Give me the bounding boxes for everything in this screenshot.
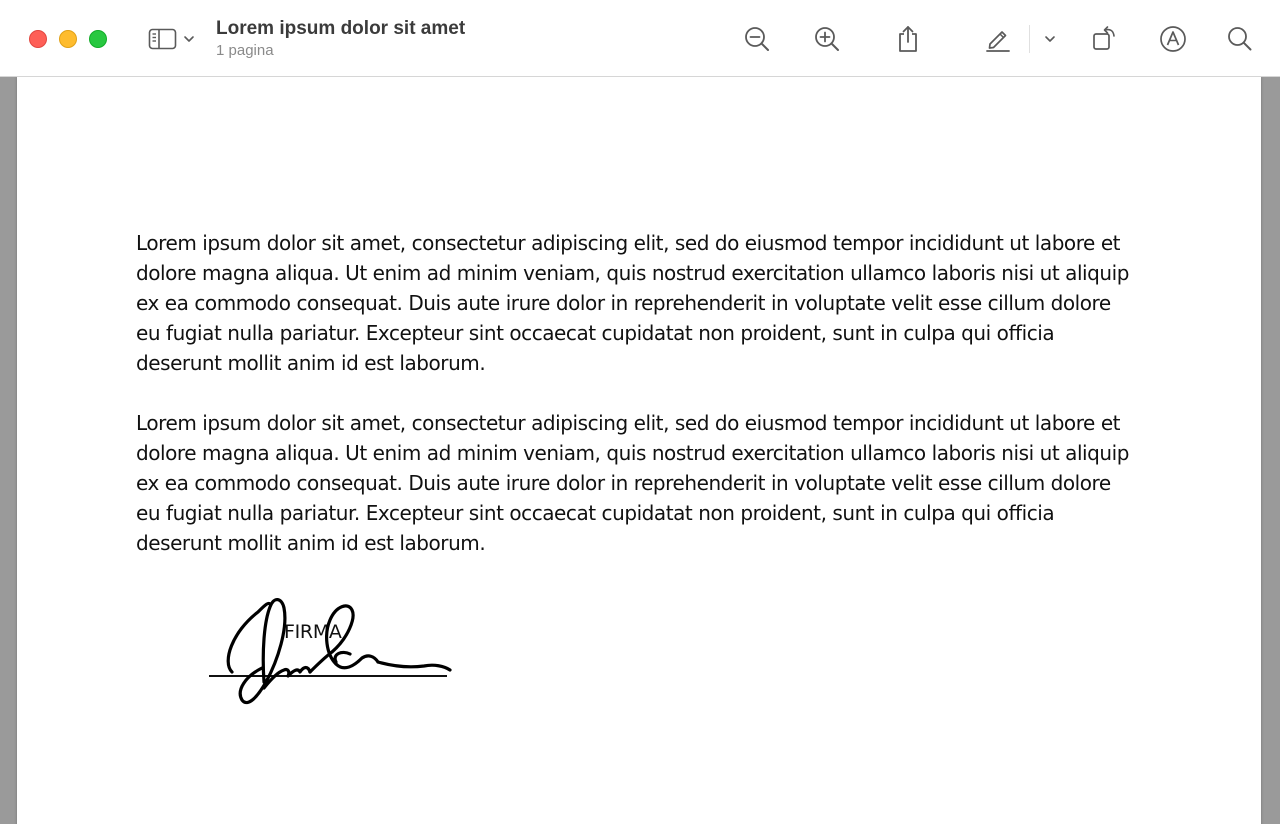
document-page[interactable] (17, 77, 1261, 824)
page-count: 1 pagina (216, 42, 274, 59)
markup-button[interactable] (1156, 22, 1190, 56)
zoom-in-button[interactable] (810, 22, 844, 56)
paragraph-1: Lorem ipsum dolor sit amet, consectetur adipiscing elit, sed do eiusmod tempor incididunt ut labore et dolore magna aliqua. Ut enim ad minim veniam, quis nostrud exercitation ullamco laboris nisi ut aliquip ex ea commodo consequat. Duis aute irure dolor in reprehenderit in voluptate velit esse cillum dolore eu fugiat nulla pariatur. Excepteur sint occaecat cupidatat non proident, sunt in culpa qui officia deserunt mollit anim id est laborum. (136, 231, 1129, 375)
toolbar (0, 0, 1280, 77)
paragraph-2: Lorem ipsum dolor sit amet, consectetur adipiscing elit, sed do eiusmod tempor incididunt ut labore et dolore magna aliqua. Ut enim ad minim veniam, quis nostrud exercitation ullamco laboris nisi ut aliquip ex ea commodo consequat. Duis aute irure dolor in reprehenderit in voluptate velit esse cillum dolore eu fugiat nulla pariatur. Excepteur sint occaecat cupidatat non proident, sunt in culpa qui officia deserunt mollit anim id est laborum. (136, 411, 1129, 555)
highlight-options-button[interactable] (1040, 22, 1060, 56)
minimize-window-button[interactable] (59, 30, 77, 48)
title-block (216, 18, 465, 61)
search-button[interactable] (1224, 22, 1256, 56)
zoom-out-icon (743, 25, 771, 53)
zoom-out-button[interactable] (740, 22, 774, 56)
share-icon (895, 24, 921, 54)
signature-label: FIRMA (284, 621, 342, 643)
sidebar-toggle-button[interactable] (144, 22, 198, 56)
markup-icon (1158, 24, 1188, 54)
search-icon (1226, 25, 1254, 53)
toolbar-separator (1029, 25, 1030, 53)
document-title: Lorem ipsum dolor sit amet (216, 18, 466, 39)
share-button[interactable] (891, 22, 925, 56)
rotate-button[interactable] (1088, 22, 1120, 56)
highlight-button[interactable] (982, 22, 1014, 56)
zoom-window-button[interactable] (89, 30, 107, 48)
chevron-down-icon (183, 33, 195, 45)
pen-icon (984, 25, 1012, 53)
rotate-icon (1089, 24, 1119, 54)
close-window-button[interactable] (29, 30, 47, 48)
chevron-down-icon (1044, 33, 1056, 45)
handwritten-signature (202, 592, 462, 712)
zoom-in-icon (813, 25, 841, 53)
sidebar-icon (147, 27, 177, 51)
